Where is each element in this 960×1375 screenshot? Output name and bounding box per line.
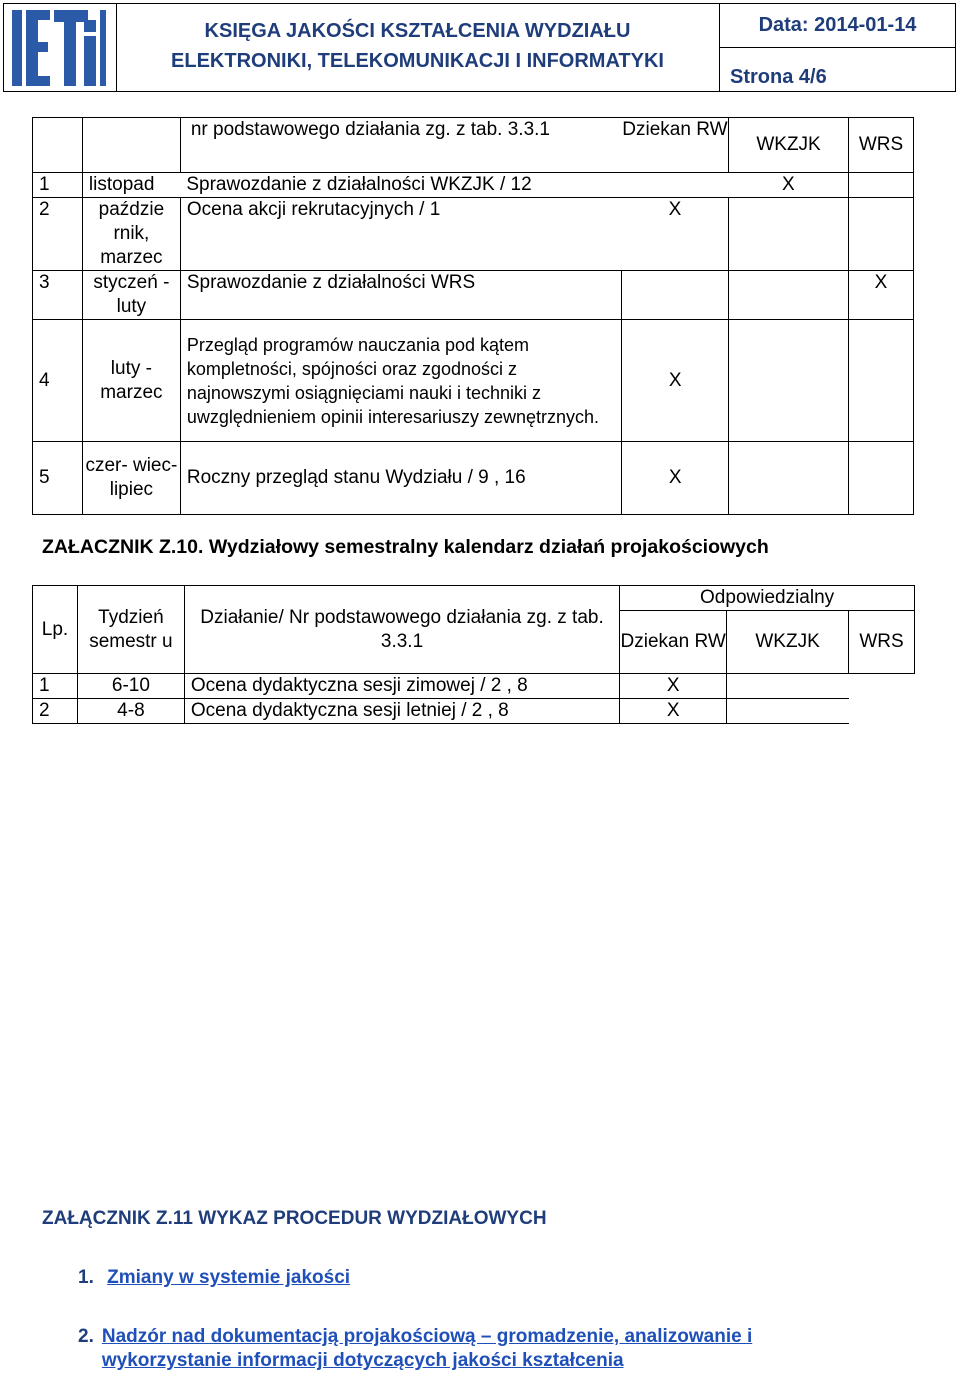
- procedure-list-item: [78, 1267, 350, 1289]
- row-dean-mark: [622, 173, 729, 198]
- row-lp: 2: [33, 699, 78, 724]
- row-lp: 2: [33, 198, 83, 271]
- row-wrs-mark: X: [848, 271, 913, 320]
- title-line-2: ELEKTRONIKI, TELEKOMUNIKACJI I INFORMATYKI: [171, 50, 664, 72]
- row-action: Sprawozdanie z działalności WRS: [180, 271, 621, 320]
- row-wkzjk-mark: X: [729, 173, 849, 198]
- column-header-action: Działanie/ Nr podstawowego działania zg. z tab. 3.3.1: [184, 586, 619, 674]
- column-header-action: nr podstawowego działania zg. z tab. 3.3.1: [180, 118, 621, 173]
- semester-calendar-table: [32, 585, 915, 724]
- appendix-11-title: ZAŁĄCZNIK Z.11 WYKAZ PROCEDUR WYDZIAŁOWYCH: [42, 1208, 547, 1229]
- table-row: [33, 699, 915, 724]
- row-wrs-mark: [848, 173, 913, 198]
- column-header-wkzjk: WKZJK: [727, 611, 849, 674]
- table-row: [33, 442, 914, 515]
- column-header-dean: Dziekan RW: [622, 118, 729, 173]
- document-date: Data: 2014-01-14: [720, 4, 955, 48]
- row-wkzjk-mark: [729, 198, 849, 271]
- column-header-wrs: WRS: [849, 611, 915, 674]
- procedure-link-documentation[interactable]: Nadzór nad dokumentacją projakościową – gromadzenie, analizowanie i wykorzystanie informacji dotyczących jakości kształcenia: [101, 1326, 753, 1371]
- row-dean-mark: X: [622, 320, 729, 442]
- procedure-link-quality-changes[interactable]: Zmiany w systemie jakości: [107, 1267, 351, 1288]
- column-header-wkzjk: WKZJK: [729, 118, 849, 173]
- row-wkzjk-mark: [727, 699, 849, 724]
- row-wkzjk-mark: [729, 442, 849, 515]
- row-action: Ocena dydaktyczna sesji letniej / 2 , 8: [184, 699, 619, 724]
- row-dean-mark: [622, 271, 729, 320]
- procedure-list-item: [78, 1325, 858, 1373]
- row-wrs-mark: [848, 320, 913, 442]
- row-week: 6-10: [77, 674, 184, 699]
- row-period: paździe rnik, marzec: [82, 198, 180, 271]
- column-header-week: Tydzień semestr u: [77, 586, 184, 674]
- table-header-row: [33, 586, 915, 611]
- row-wkzjk-mark: [729, 320, 849, 442]
- row-action: Sprawozdanie z działalności WKZJK / 12: [180, 173, 621, 198]
- row-wrs-mark: [848, 442, 913, 515]
- row-lp: 4: [33, 320, 83, 442]
- row-dean-mark: X: [620, 674, 727, 699]
- row-action: Ocena akcji rekrutacyjnych / 1: [180, 198, 621, 271]
- procedure-number: 2.: [78, 1326, 94, 1347]
- procedure-number: 1.: [78, 1267, 94, 1288]
- appendix-10-caption: ZAŁACZNIK Z.10. Wydziałowy semestralny kalendarz działań projakościowych: [42, 536, 769, 558]
- table-row: [33, 674, 915, 699]
- row-dean-mark: X: [620, 699, 727, 724]
- row-wrs-mark: [849, 699, 915, 724]
- table-row: [33, 320, 914, 442]
- eti-logo-icon: [4, 4, 116, 91]
- row-wrs-mark: [848, 198, 913, 271]
- annual-calendar-table: [32, 117, 914, 515]
- faculty-logo: [4, 4, 117, 91]
- row-wrs-mark: [849, 674, 915, 699]
- row-lp: 1: [33, 674, 78, 699]
- column-header-wrs: WRS: [848, 118, 913, 173]
- row-dean-mark: X: [622, 442, 729, 515]
- document-header: [3, 3, 956, 92]
- title-line-1: KSIĘGA JAKOŚCI KSZTAŁCENIA WYDZIAŁU: [204, 20, 631, 42]
- row-lp: 5: [33, 442, 83, 515]
- row-week: 4-8: [77, 699, 184, 724]
- row-wkzjk-mark: [729, 271, 849, 320]
- row-period: styczeń - luty: [82, 271, 180, 320]
- table-row: [33, 173, 914, 198]
- row-period: listopad: [82, 173, 180, 198]
- row-action: Przegląd programów nauczania pod kątem kompletności, spójności oraz zgodności z najnowszymi osiągnięciami nauki i techniki z uwzględnieniem opinii interesariuszy zewnętrznych.: [180, 320, 621, 442]
- column-header-responsible: Odpowiedzialny: [620, 586, 915, 611]
- table-row: [33, 198, 914, 271]
- page-number: Strona 4/6: [730, 66, 827, 88]
- row-lp: 3: [33, 271, 83, 320]
- column-header-dean: Dziekan RW: [620, 611, 727, 674]
- document-title: [116, 4, 720, 91]
- column-header-lp: Lp.: [33, 586, 78, 674]
- row-action: Roczny przegląd stanu Wydziału / 9 , 16: [180, 442, 621, 515]
- row-period: luty - marzec: [82, 320, 180, 442]
- row-dean-mark: X: [622, 198, 729, 271]
- table-header-row: [33, 118, 914, 173]
- row-period: czer- wiec- lipiec: [82, 442, 180, 515]
- row-action: Ocena dydaktyczna sesji zimowej / 2 , 8: [184, 674, 619, 699]
- table-row: [33, 271, 914, 320]
- row-wkzjk-mark: [727, 674, 849, 699]
- row-lp: 1: [33, 173, 83, 198]
